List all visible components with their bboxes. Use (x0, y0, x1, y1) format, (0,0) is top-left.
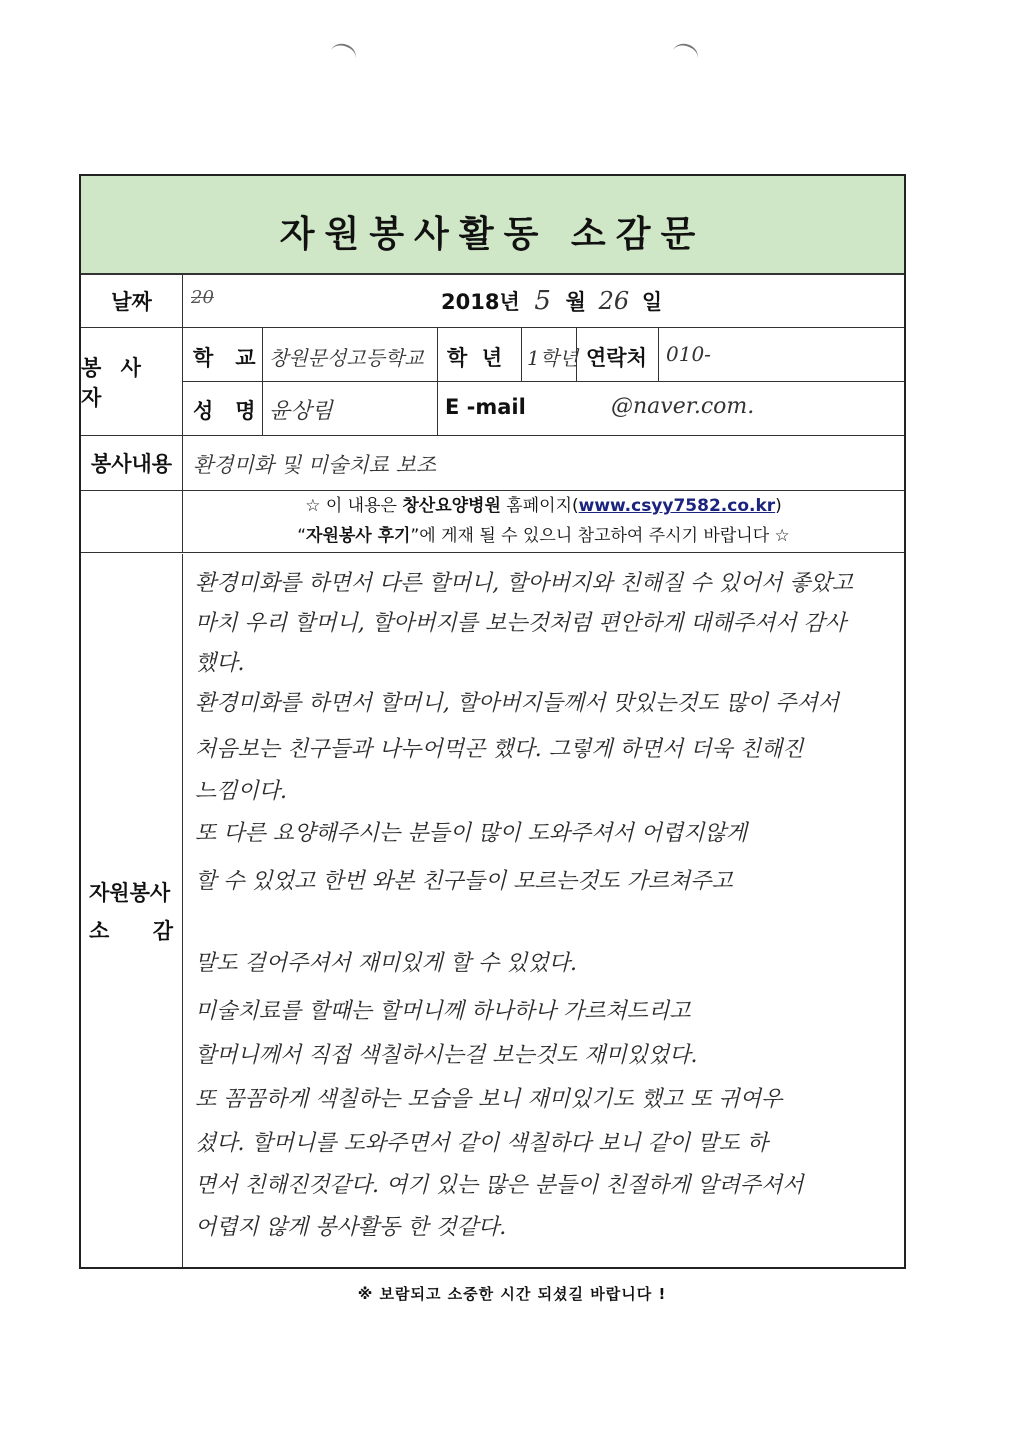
star-icon: ☆ (774, 526, 790, 546)
reflection-line: 처음보는 친구들과 나누어먹곤 했다. 그렇게 하면서 더욱 친해진 (195, 737, 804, 762)
service-content-field[interactable]: 환경미화 및 미술치료 보조 (193, 453, 437, 477)
date-day-value: 26 (598, 287, 630, 315)
notice-line1-post: ) (775, 496, 782, 516)
reflection-label-cell (81, 554, 183, 1267)
notice-line1-mid: 홈페이지( (506, 496, 579, 516)
date-year: 2018년 (441, 290, 520, 314)
notice-line1-pre: 이 내용은 (325, 496, 397, 516)
footer-message: ※ 보람되고 소중한 시간 되셨길 바랍니다 ! (357, 1285, 667, 1303)
reflection-line: 환경미화를 하면서 다른 할머니, 할아버지와 친해질 수 있어서 좋았고 (195, 571, 853, 596)
reflection-line: 할머니께서 직접 색칠하시는걸 보는것도 재미있었다. (195, 1043, 698, 1068)
volunteer-label: 봉 사 자 (81, 328, 183, 435)
reflection-line: 했다. (195, 651, 245, 676)
service-content-row (81, 436, 904, 491)
notice-bold-text: 자원봉사 후기 (306, 526, 411, 546)
notice-label-cell (81, 491, 183, 552)
reflection-line: 느낌이다. (195, 779, 288, 804)
date-crossed-out: 20 (191, 287, 214, 308)
volunteer-section (81, 328, 904, 436)
reflection-line: 어렵지 않게 봉사활동 한 것같다. (195, 1215, 507, 1240)
date-day-unit: 일 (641, 290, 663, 314)
reflection-line: 면서 친해진것같다. 여기 있는 많은 분들이 친절하게 알려주셔서 (195, 1173, 804, 1198)
reflection-line: 할 수 있었고 한번 와본 친구들이 모르는것도 가르쳐주고 (195, 869, 733, 894)
notice-quote-open: “ (297, 526, 307, 546)
notice-line-2 (183, 521, 904, 551)
hospital-name: 창산요양병원 (402, 496, 501, 516)
notice-line-1 (183, 491, 904, 521)
contact-field[interactable]: 010- (666, 342, 711, 366)
reflection-label-gam: 감 (152, 918, 173, 943)
date-field[interactable] (441, 286, 662, 316)
reflection-label-line1: 자원봉사 (89, 880, 171, 905)
date-month-value: 5 (534, 286, 551, 316)
reflection-line: 말도 걸어주셔서 재미있게 할 수 있었다. (195, 951, 577, 976)
form-title: 자원봉사활동 소감문 (279, 214, 706, 255)
notice-line2-rest: ”에 게재 될 수 있으니 참고하여 주시기 바랍니다 (410, 526, 770, 546)
reflection-label-line2 (89, 915, 173, 945)
notice-text (183, 491, 904, 551)
email-label: E -mail (445, 395, 526, 419)
name-field[interactable]: 윤상림 (269, 399, 333, 424)
service-content-label: 봉사내용 (81, 436, 183, 490)
name-label: 성 명 (193, 399, 256, 423)
date-label: 날짜 (81, 275, 183, 327)
hospital-url-link[interactable]: www.csyy7582.co.kr (578, 496, 776, 516)
reflection-line: 미술치료를 할때는 할머니께 하나하나 가르쳐드리고 (195, 999, 691, 1024)
school-label: 학 교 (193, 346, 256, 370)
star-icon: ☆ (305, 496, 321, 516)
reflection-line: 또 꼼꼼하게 색칠하는 모습을 보니 재미있기도 했고 또 귀여우 (195, 1087, 783, 1112)
punch-hole-right (669, 41, 701, 70)
title-row (81, 176, 904, 275)
email-field[interactable]: @naver.com. (611, 394, 755, 419)
reflection-line: 마치 우리 할머니, 할아버지를 보는것처럼 편안하게 대해주셔서 감사 (195, 611, 847, 636)
reflection-line: 또 다른 요양해주시는 분들이 많이 도와주셔서 어렵지않게 (195, 821, 748, 846)
reflection-line: 환경미화를 하면서 할머니, 할아버지들께서 맛있는것도 많이 주셔서 (195, 691, 840, 716)
date-row (81, 275, 904, 328)
date-month-unit: 월 (565, 290, 586, 314)
punch-hole-left (327, 41, 359, 70)
contact-label: 연락처 (586, 346, 647, 370)
reflection-line: 셨다. 할머니를 도와주면서 같이 색칠하다 보니 같이 말도 하 (195, 1131, 768, 1156)
notice-row (81, 491, 904, 553)
volunteer-reflection-form (79, 174, 906, 1269)
grade-field[interactable]: 1학년 (527, 346, 579, 370)
school-field[interactable]: 창원문성고등학교 (269, 346, 424, 370)
reflection-label-so: 소 (89, 918, 110, 943)
grade-label: 학 년 (447, 346, 503, 370)
